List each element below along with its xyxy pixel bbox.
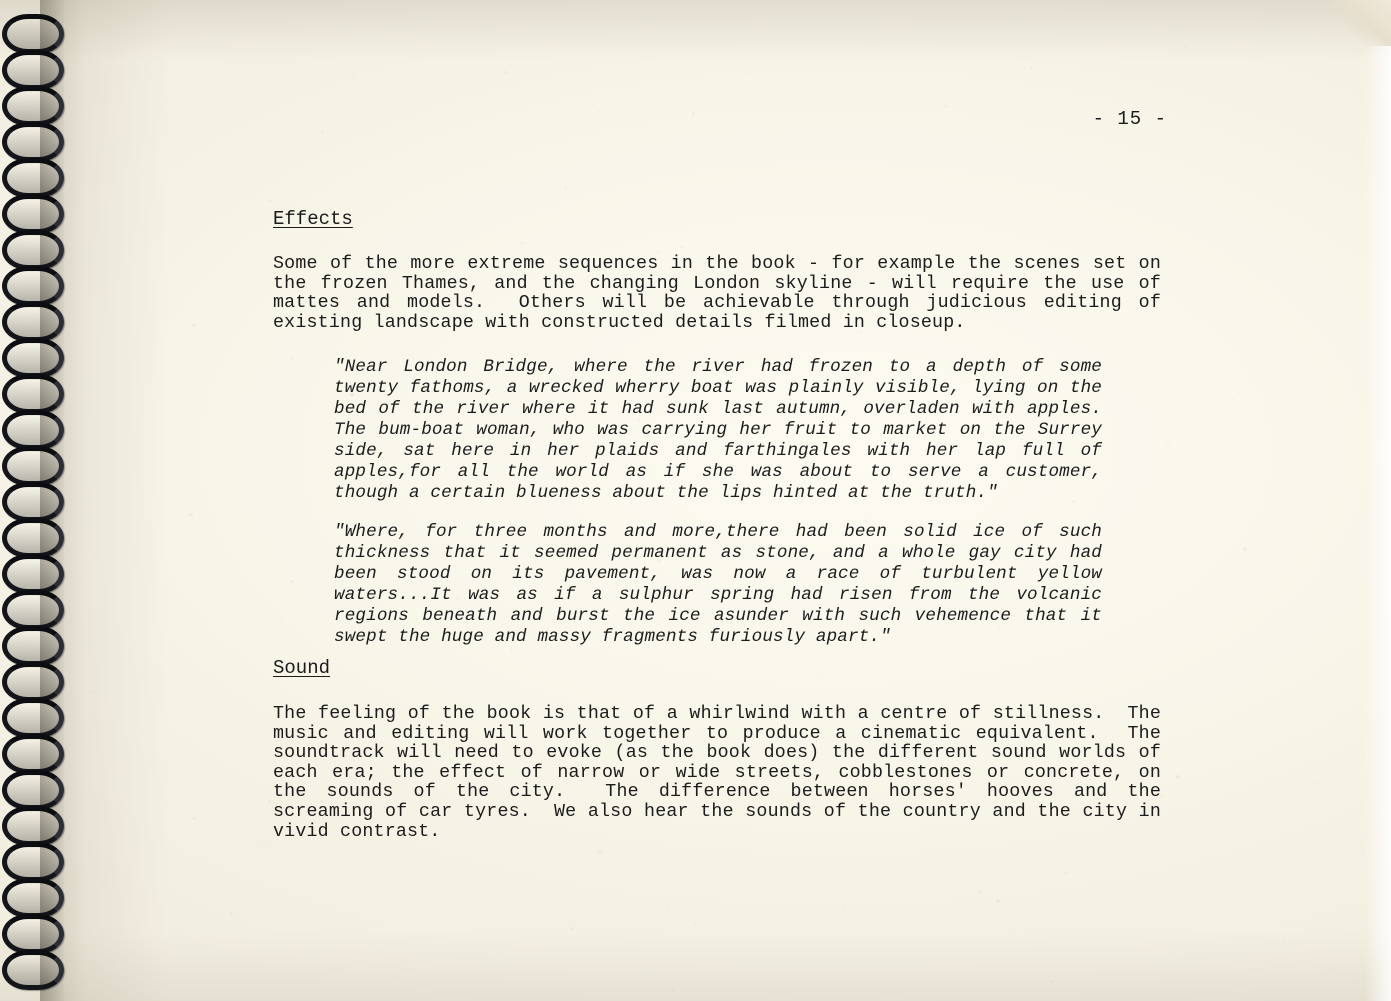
blockquote-ice-thaw: "Where, for three months and more,there had been solid ice of such thickness that it seemed permanent as stone, and a whole gay city had been stood on its pavement, was now a race of turbulent yellow waters...It was as if a sulphur spring had risen from the volcanic regions beneath and burst the ice asunder with such vehemence that it swept the huge and massy fragments furiously apart.": [334, 522, 1113, 647]
section-body-sound: The feeling of the book is that of a whirlwind with a centre of stillness. The music and editing will work together to produce a cinematic equivalent. The soundtrack will need to evoke (as the book does) the different sound worlds of each era; the effect of narrow or wide streets, cobblestones or concrete, on the sounds of the city. The difference between horses' hooves and the screaming of car tyres. We also hear the sounds of the country and the city in vivid contrast.: [273, 704, 1173, 842]
section-heading-sound: Sound: [273, 657, 331, 679]
blockquote-frozen-thames: "Near London Bridge, where the river had frozen to a depth of some twenty fathoms, a wrecked wherry boat was plainly visible, lying on the bed of the river where it had sunk last autumn, overladen with apples. The bum-boat woman, who was carrying her fruit to market on the Surrey side, sat here in her plaids and farthingales with her lap full of apples,for all the world as if she was about to serve a customer, though a certain blueness about the lips hinted at the truth.": [334, 357, 1124, 503]
section-heading-effects: Effects: [273, 208, 353, 230]
page-number: - 15 -: [1092, 108, 1167, 130]
section-body-effects: Some of the more extreme sequences in the book - for example the scenes set on the frozen Thames, and the changing London skyline - will require the use of mattes and models. Others will be achievable through judicious editing of existing landscape with constructed details filmed in closeup.: [273, 254, 1173, 333]
